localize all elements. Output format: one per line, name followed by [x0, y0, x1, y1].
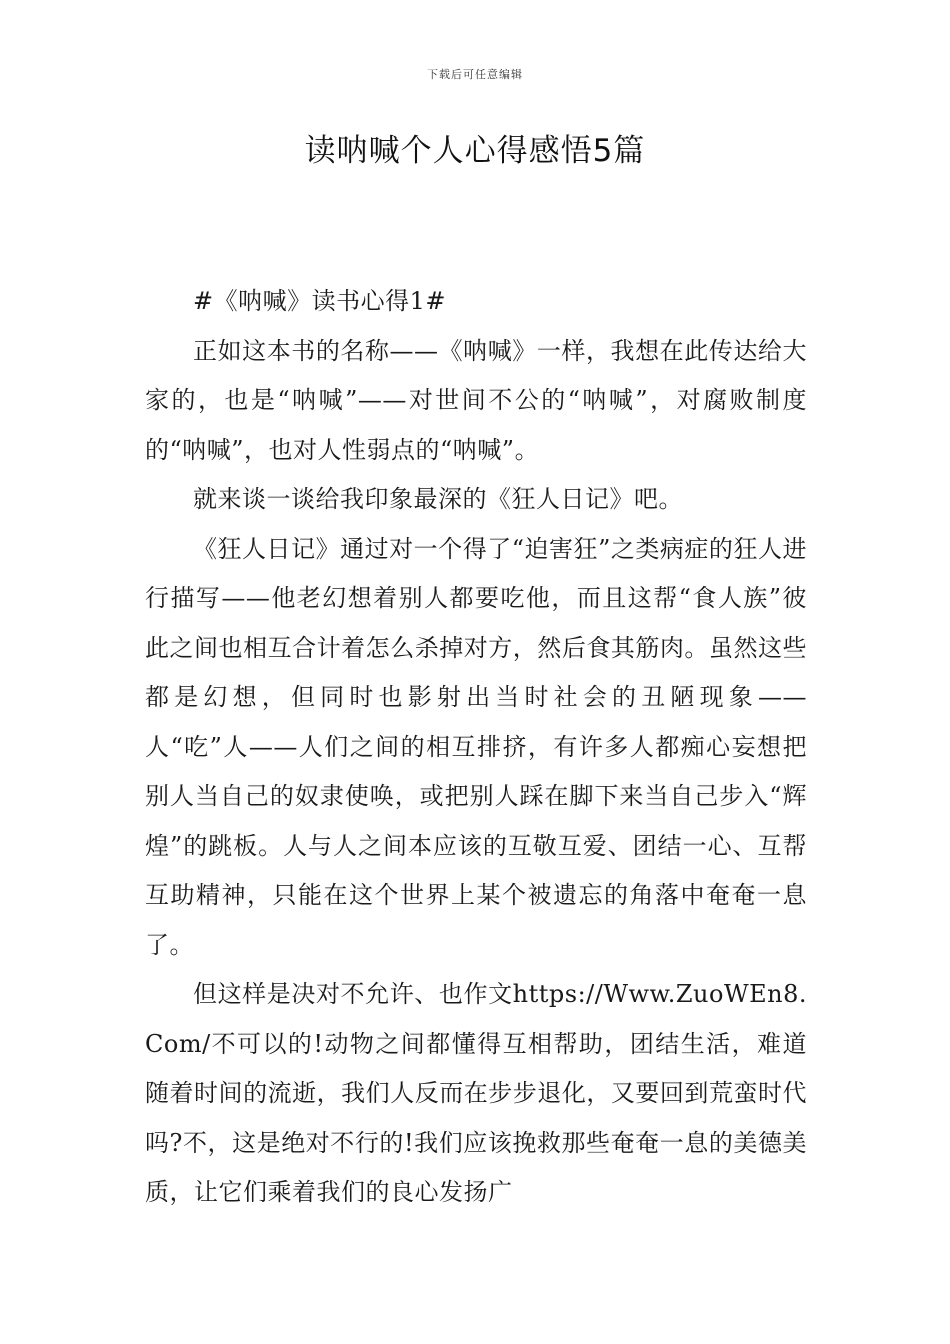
document-body	[145, 277, 807, 1218]
paragraph: 但这样是决对不允许、也作文https://Www.ZuoWEn8.Com/不可以的!动物之间都懂得互相帮助，团结生活，难道随着时间的流逝，我们人反而在步步退化，又要回到荒蛮时代吗?不，这是绝对不行的!我们应该挽救那些奄奄一息的美德美质，让它们乘着我们的良心发扬广	[145, 980, 807, 1206]
document-title: 读呐喊个人心得感悟5篇	[304, 133, 646, 169]
paragraph-heading: #《呐喊》读书心得1#	[193, 287, 446, 315]
paragraph: 就来谈一谈给我印象最深的《狂人日记》吧。	[193, 485, 683, 513]
paragraph: 正如这本书的名称——《呐喊》一样，我想在此传达给大家的，也是“呐喊”——对世间不公的“呐喊”，对腐败制度的“呐喊”，也对人性弱点的“呐喊”。	[145, 336, 807, 464]
header-note: 下载后可任意编辑	[427, 68, 523, 81]
paragraph: 《狂人日记》通过对一个得了“迫害狂”之类病症的狂人进行描写——他老幻想着别人都要吃他，而且这帮“食人族”彼此之间也相互合计着怎么杀掉对方，然后食其筋肉。虽然这些都是幻想，但同时也影射出当时社会的丑陋现象——人“吃”人——人们之间的相互排挤，有许多人都痴心妄想把别人当自己的奴隶使唤，或把别人踩在脚下来当自己步入“辉煌”的跳板。人与人之间本应该的互敬互爱、团结一心、互帮互助精神，只能在这个世界上某个被遗忘的角落中奄奄一息了。	[145, 534, 807, 959]
